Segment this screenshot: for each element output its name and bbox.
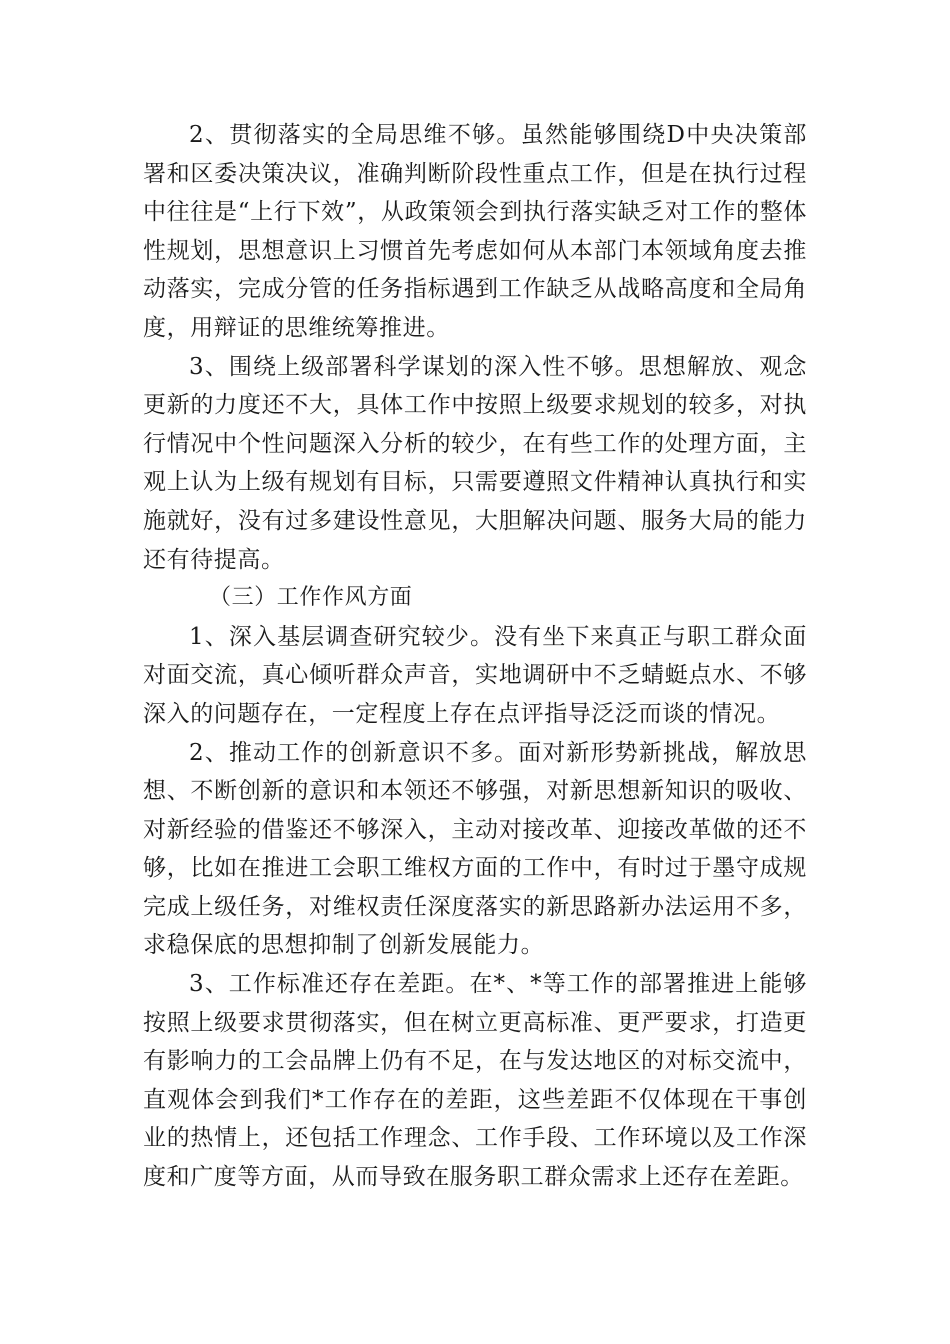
- document-body: [143, 116, 807, 1197]
- paragraph-global-thinking: 2、贯彻落实的全局思维不够。虽然能够围绕D中央决策部署和区委决策决议，准确判断阶段性重点工作，但是在执行过程中往往是“上行下效”，从政策领会到执行落实缺乏对工作的整体性规划，思想意识上习惯首先考虑如何从本部门本领域角度去推动落实，完成分管的任务指标遇到工作缺乏从战略高度和全局角度，用辩证的思维统筹推进。: [143, 122, 807, 341]
- paragraph-work-standards: 3、工作标准还存在差距。在*、*等工作的部署推进上能够按照上级要求贯彻落实，但在树立更高标准、更严要求，打造更有影响力的工会品牌上仍有不足，在与发达地区的对标交流中，直观体会到我们*工作存在的差距，这些差距不仅体现在干事创业的热情上，还包括工作理念、工作手段、工作环境以及工作深度和广度等方面，从而导致在服务职工群众需求上还存在差距。: [143, 971, 807, 1191]
- paragraph-planning-depth: 3、围绕上级部署科学谋划的深入性不够。思想解放、观念更新的力度还不大，具体工作中按照上级要求规划的较多，对执行情况中个性问题深入分析的较少，在有些工作的处理方面，主观上认为上级有规划有目标，只需要遵照文件精神认真执行和实施就好，没有过多建设性意见，大胆解决问题、服务大局的能力还有待提高。: [143, 353, 807, 573]
- section-heading-work-style: （三）工作作风方面: [209, 585, 413, 611]
- paragraph-innovation: 2、推动工作的创新意识不多。面对新形势新挑战，解放思想、不断创新的意识和本领还不够强，对新思想新知识的吸收、对新经验的借鉴还不够深入，主动对接改革、迎接改革做的还不够，比如在推进工会职工维权方面的工作中，有时过于墨守成规完成上级任务，对维权责任深度落实的新思路新办法运用不多，求稳保底的思想抑制了创新发展能力。: [143, 739, 807, 959]
- paragraph-grassroots-research: 1、深入基层调查研究较少。没有坐下来真正与职工群众面对面交流，真心倾听群众声音，实地调研中不乏蜻蜓点水、不够深入的问题存在，一定程度上存在点评指导泛泛而谈的情况。: [143, 623, 807, 727]
